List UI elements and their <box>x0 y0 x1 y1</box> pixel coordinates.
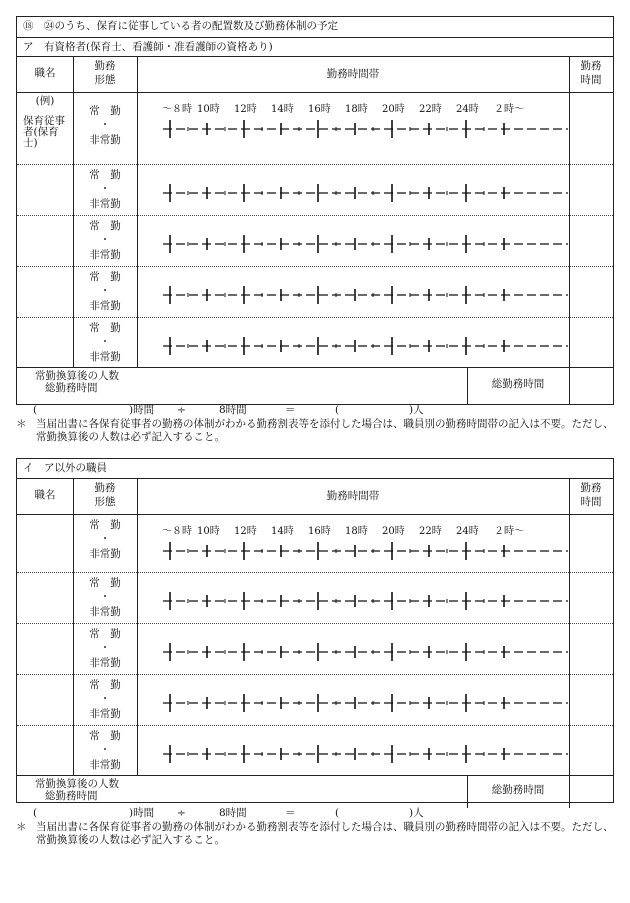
section-1 <box>16 458 614 819</box>
time-label-6: 20時 <box>382 526 405 537</box>
timeline-0-4[interactable] <box>138 322 568 362</box>
dot-separator: ・ <box>99 183 111 195</box>
hours-cell[interactable] <box>569 624 613 674</box>
timeline-1-4[interactable] <box>138 730 568 770</box>
time-label-2: 12時 <box>234 104 257 115</box>
work-type-cell[interactable] <box>73 93 137 164</box>
staff-row <box>17 164 613 215</box>
section-heading: イ ア以外の職員 <box>23 462 107 474</box>
formula-equals: ＝ <box>285 807 296 819</box>
example-label: (例) <box>35 95 55 107</box>
work-type-cell[interactable] <box>73 267 137 317</box>
time-label-7: 22時 <box>419 104 442 115</box>
note-text: 当届出書に各保育従事者の勤務の体制がわかる勤務割表等を添付した場合は、職員別の勤務時間帯の記入は不要。ただし、常勤換算後の人数は必ず記入すること。 <box>36 821 614 846</box>
fulltime-label: 常 勤 <box>89 169 121 181</box>
summary-row <box>17 775 613 807</box>
time-label-9: ２時～ <box>494 526 524 537</box>
time-label-1: 10時 <box>197 526 220 537</box>
time-label-0: ～８時 <box>162 104 192 115</box>
work-type-cell[interactable] <box>73 165 137 215</box>
section-heading: ア 有資格者(保育士、看護師・准看護師の資格あり) <box>23 41 273 53</box>
persons-value-field[interactable] <box>345 807 405 820</box>
column-divider <box>73 56 74 367</box>
hours-cell[interactable] <box>569 165 613 215</box>
time-label-1: 10時 <box>197 104 220 115</box>
staff-row <box>17 215 613 266</box>
staff-row <box>17 514 613 572</box>
summary-persons-label: 常勤換算後の人数 <box>35 778 119 790</box>
header-hours-2: 時間 <box>580 74 602 86</box>
summary-hours-label: 総勤務時間 <box>45 790 98 802</box>
staff-row <box>17 623 613 674</box>
table-header-row <box>17 478 613 514</box>
heading-row <box>17 37 613 56</box>
formula-row <box>17 404 613 418</box>
persons-value-field[interactable] <box>345 404 405 417</box>
summary-hours-label: 総勤務時間 <box>45 382 98 394</box>
note-mark: ＊ <box>16 418 27 430</box>
formula-persons-unit: )人 <box>409 807 424 819</box>
hours-cell[interactable] <box>569 267 613 317</box>
heading-row <box>17 459 613 478</box>
timeline-0-1[interactable] <box>138 169 568 209</box>
column-divider <box>569 56 570 367</box>
fulltime-label: 常 勤 <box>89 271 121 283</box>
summary-row <box>17 367 613 404</box>
column-divider <box>569 478 570 775</box>
hours-cell[interactable] <box>569 573 613 623</box>
dot-separator: ・ <box>99 285 111 297</box>
header-type-2: 形態 <box>94 496 116 508</box>
staff-row <box>17 725 613 775</box>
hours-cell[interactable] <box>569 675 613 725</box>
timeline-1-2[interactable] <box>138 628 568 668</box>
formula-hours-unit: )時間 <box>129 404 155 416</box>
fulltime-label: 常 勤 <box>89 730 121 742</box>
hours-cell[interactable] <box>569 93 613 164</box>
dot-separator: ・ <box>99 119 111 131</box>
header-type-1: 勤務 <box>94 482 116 494</box>
work-type-cell[interactable] <box>73 515 137 572</box>
example-name-line: 保育従事 <box>23 115 65 127</box>
summary-persons-label: 常勤換算後の人数 <box>35 370 119 382</box>
staff-row <box>17 674 613 725</box>
staff-row <box>17 92 613 164</box>
example-name-line: 士) <box>23 137 38 149</box>
column-divider <box>137 56 138 367</box>
dot-separator: ・ <box>99 744 111 756</box>
name-cell[interactable] <box>17 93 73 164</box>
timeline-1-1[interactable] <box>138 577 568 617</box>
dot-separator: ・ <box>99 533 111 545</box>
total-hours-value-field[interactable] <box>43 404 125 417</box>
parttime-label: 非常勤 <box>89 351 121 363</box>
dot-separator: ・ <box>99 642 111 654</box>
parttime-label: 非常勤 <box>89 606 121 618</box>
formula-open2: ( <box>335 404 340 416</box>
section-0 <box>16 16 614 416</box>
header-hours-2: 時間 <box>580 496 602 508</box>
name-cell[interactable] <box>17 515 73 572</box>
fulltime-label: 常 勤 <box>89 628 121 640</box>
name-cell[interactable] <box>17 318 73 367</box>
parttime-label: 非常勤 <box>89 759 121 771</box>
hours-cell[interactable] <box>569 726 613 775</box>
work-type-cell[interactable] <box>73 216 137 266</box>
timeline-0-2[interactable] <box>138 220 568 260</box>
column-divider <box>137 478 138 775</box>
note-mark: ＊ <box>16 821 27 833</box>
time-label-4: 16時 <box>308 526 331 537</box>
name-cell[interactable] <box>17 267 73 317</box>
staff-row <box>17 572 613 623</box>
dot-separator: ・ <box>99 693 111 705</box>
hours-cell[interactable] <box>569 318 613 367</box>
name-cell[interactable] <box>17 165 73 215</box>
parttime-label: 非常勤 <box>89 548 121 560</box>
parttime-label: 非常勤 <box>89 300 121 312</box>
staff-row <box>17 317 613 367</box>
time-label-3: 14時 <box>271 104 294 115</box>
fulltime-label: 常 勤 <box>89 577 121 589</box>
total-hours-label: 総勤務時間 <box>491 784 545 796</box>
fulltime-label: 常 勤 <box>89 679 121 691</box>
header-type-2: 形態 <box>94 74 116 86</box>
work-type-cell[interactable] <box>73 573 137 623</box>
work-type-cell[interactable] <box>73 675 137 725</box>
example-name-line: 者(保育 <box>23 126 59 138</box>
formula-row <box>17 807 613 821</box>
time-label-7: 22時 <box>419 526 442 537</box>
time-label-9: ２時～ <box>494 104 524 115</box>
dot-separator: ・ <box>99 591 111 603</box>
total-hours-input[interactable] <box>570 776 614 807</box>
time-label-5: 18時 <box>345 526 368 537</box>
work-type-cell[interactable] <box>73 726 137 775</box>
note-text: 当届出書に各保育従事者の勤務の体制がわかる勤務割表等を添付した場合は、職員別の勤務時間帯の記入は不要。ただし、常勤換算後の人数は必ず記入すること。 <box>36 418 614 443</box>
dot-separator: ・ <box>99 234 111 246</box>
time-label-5: 18時 <box>345 104 368 115</box>
timeline-1-3[interactable] <box>138 679 568 719</box>
time-label-0: ～８時 <box>162 526 192 537</box>
parttime-label: 非常勤 <box>89 134 121 146</box>
parttime-label: 非常勤 <box>89 708 121 720</box>
formula-divide: ÷ <box>177 404 186 416</box>
name-cell[interactable] <box>17 624 73 674</box>
header-timeband: 勤務時間帯 <box>326 68 380 80</box>
total-hours-label: 総勤務時間 <box>491 378 545 390</box>
header-name: 職名 <box>34 489 56 501</box>
work-type-cell[interactable] <box>73 624 137 674</box>
header-hours-1: 勤務 <box>580 482 602 494</box>
formula-open: ( <box>33 404 38 416</box>
staff-row <box>17 266 613 317</box>
time-label-8: 24時 <box>456 526 479 537</box>
total-hours-value-field[interactable] <box>43 807 125 820</box>
time-label-2: 12時 <box>234 526 257 537</box>
name-cell[interactable] <box>17 216 73 266</box>
timeline-0-3[interactable] <box>138 271 568 311</box>
fulltime-label: 常 勤 <box>89 220 121 232</box>
table-header-row <box>17 56 613 92</box>
time-label-4: 16時 <box>308 104 331 115</box>
parttime-label: 非常勤 <box>89 249 121 261</box>
header-name: 職名 <box>34 67 56 79</box>
header-type-1: 勤務 <box>94 60 116 72</box>
formula-open: ( <box>33 807 38 819</box>
hours-cell[interactable] <box>569 515 613 572</box>
formula-equals: ＝ <box>285 404 296 416</box>
time-label-8: 24時 <box>456 104 479 115</box>
parttime-label: 非常勤 <box>89 657 121 669</box>
form-title: ⑱ ㉔のうち、保育に従事している者の配置数及び勤務体制の予定 <box>23 20 338 32</box>
fulltime-label: 常 勤 <box>89 322 121 334</box>
name-cell[interactable] <box>17 726 73 775</box>
parttime-label: 非常勤 <box>89 198 121 210</box>
formula-eight: 8時間 <box>219 807 247 819</box>
name-cell[interactable] <box>17 675 73 725</box>
formula-eight: 8時間 <box>219 404 247 416</box>
name-cell[interactable] <box>17 573 73 623</box>
formula-divide: ÷ <box>177 807 186 819</box>
hours-cell[interactable] <box>569 216 613 266</box>
total-hours-input[interactable] <box>570 368 614 404</box>
formula-hours-unit: )時間 <box>129 807 155 819</box>
formula-open2: ( <box>335 807 340 819</box>
time-label-6: 20時 <box>382 104 405 115</box>
fulltime-label: 常 勤 <box>89 105 121 117</box>
dot-separator: ・ <box>99 336 111 348</box>
work-type-cell[interactable] <box>73 318 137 367</box>
header-hours-1: 勤務 <box>580 60 602 72</box>
formula-persons-unit: )人 <box>409 404 424 416</box>
column-divider <box>73 478 74 775</box>
fulltime-label: 常 勤 <box>89 519 121 531</box>
header-timeband: 勤務時間帯 <box>326 490 380 502</box>
time-label-3: 14時 <box>271 526 294 537</box>
